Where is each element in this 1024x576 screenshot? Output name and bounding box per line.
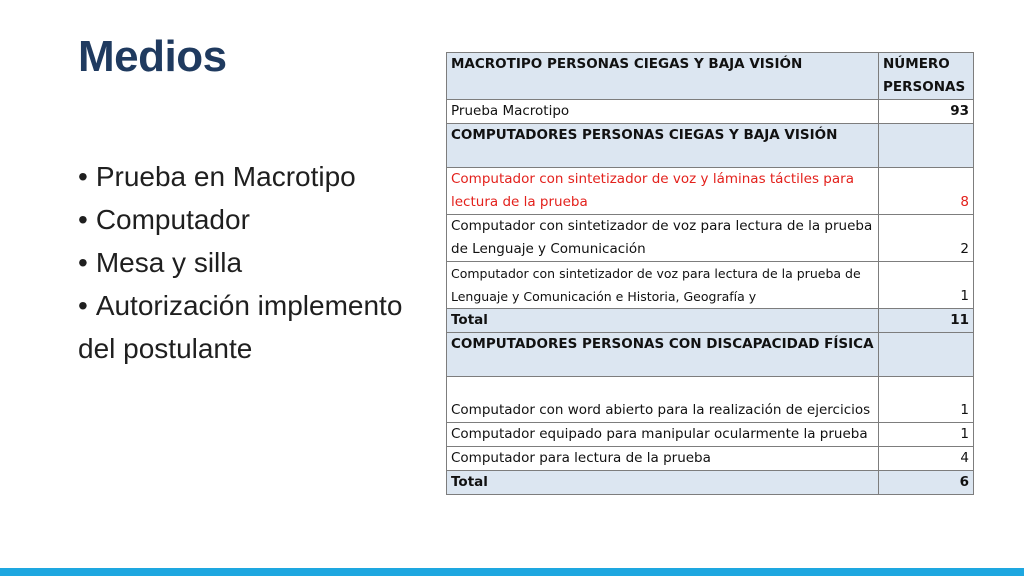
column-header-count: NÚMERO PERSONAS — [879, 53, 974, 100]
table-row — [447, 447, 974, 471]
table-row — [447, 168, 974, 215]
table-row — [447, 215, 974, 262]
table-row — [447, 100, 974, 124]
row-value — [879, 333, 974, 377]
row-label: Prueba Macrotipo — [447, 100, 879, 124]
row-value: 4 — [879, 447, 974, 471]
table-row — [447, 262, 974, 309]
bullet-item: • Autorización implemento — [78, 284, 438, 327]
row-label: Computador con sintetizador de voz para lectura de la prueba de Lenguaje y Comunicación — [447, 215, 879, 262]
row-value: 8 — [879, 168, 974, 215]
section-header-label: MACROTIPO PERSONAS CIEGAS Y BAJA VISIÓN — [447, 53, 879, 100]
row-label: Computador con word abierto para la realización de ejercicios — [447, 377, 879, 423]
section-header-label: COMPUTADORES PERSONAS CIEGAS Y BAJA VISIÓN — [447, 124, 879, 168]
bullet-continuation: del postulante — [78, 333, 253, 364]
row-value: 1 — [879, 262, 974, 309]
section-header-label: COMPUTADORES PERSONAS CON DISCAPACIDAD FÍSICA — [447, 333, 879, 377]
total-label: Total — [447, 309, 879, 333]
bottom-accent-bar — [0, 568, 1024, 576]
row-value: 2 — [879, 215, 974, 262]
bullet-item: • Computador — [78, 198, 438, 241]
bullet-item: • Mesa y silla — [78, 241, 438, 284]
row-value: 1 — [879, 423, 974, 447]
section-header-row — [447, 333, 974, 377]
section-header-row — [447, 124, 974, 168]
row-value: 93 — [879, 100, 974, 124]
table-row — [447, 377, 974, 423]
row-value — [879, 124, 974, 168]
bullet-list — [78, 155, 438, 370]
bullet-item: • Prueba en Macrotipo — [78, 155, 438, 198]
table-row — [447, 423, 974, 447]
total-label: Total — [447, 471, 879, 495]
row-label: Computador con sintetizador de voz para lectura de la prueba de Lenguaje y Comunicación e Historia, Geografía y — [447, 262, 879, 309]
total-value: 11 — [879, 309, 974, 333]
slide-title: Medios — [78, 32, 227, 81]
row-label: Computador para lectura de la prueba — [447, 447, 879, 471]
total-row — [447, 309, 974, 333]
total-row — [447, 471, 974, 495]
resources-table — [446, 52, 974, 495]
section-header-row — [447, 53, 974, 100]
total-value: 6 — [879, 471, 974, 495]
row-label: Computador equipado para manipular ocularmente la prueba — [447, 423, 879, 447]
row-value: 1 — [879, 377, 974, 423]
row-label: Computador con sintetizador de voz y láminas táctiles para lectura de la prueba — [447, 168, 879, 215]
